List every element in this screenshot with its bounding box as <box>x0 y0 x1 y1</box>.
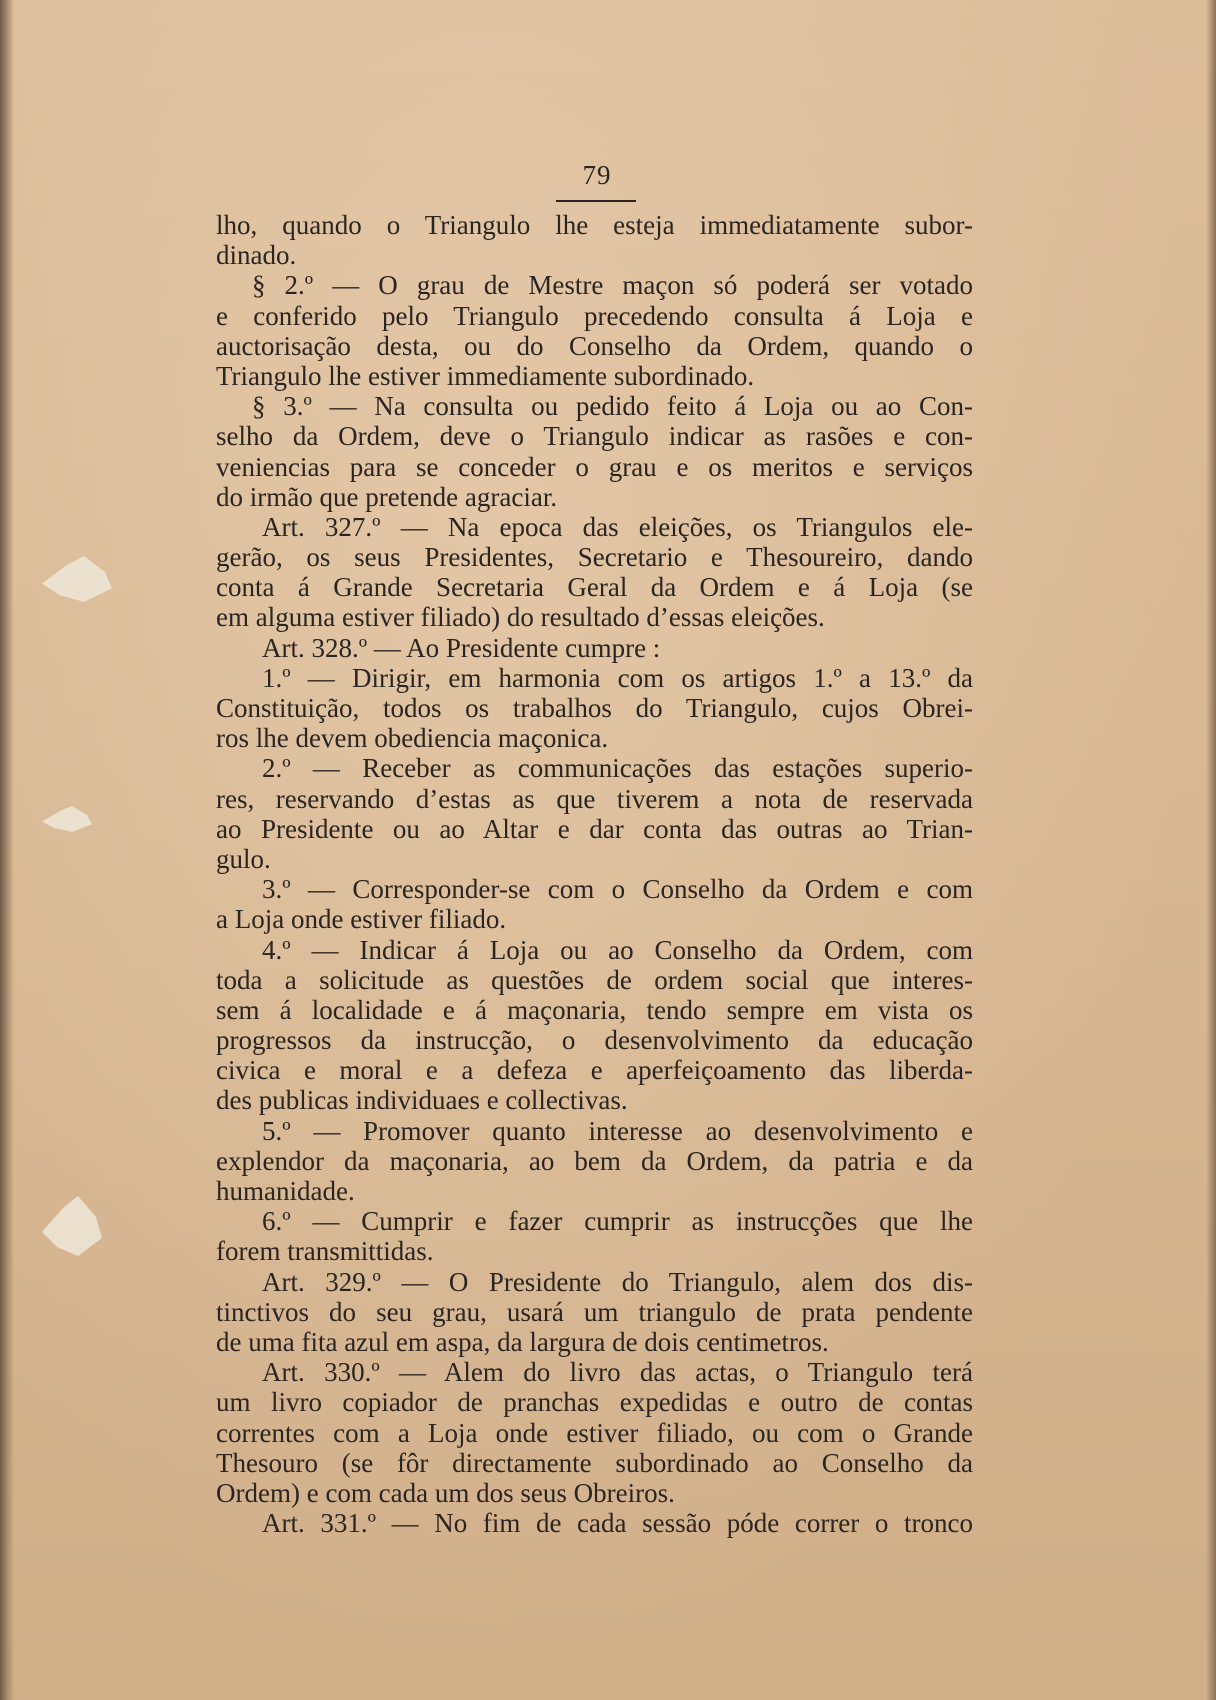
text-line: conta á Grande Secretaria Geral da Ordem e á Loja (se <box>216 572 973 603</box>
text-line: 2.º — Receber as communicações das estações superio- <box>262 753 973 784</box>
text-line: 1.º — Dirigir, em harmonia com os artigos 1.º a 13.º da <box>262 662 973 693</box>
text-line: 3.º — Corresponder-se com o Conselho da Ordem e com <box>262 874 973 905</box>
text-line: 5.º — Promover quanto interesse ao desenvolvimento e <box>262 1115 973 1146</box>
text-line: Ordem) e com cada um dos seus Obreiros. <box>216 1477 675 1508</box>
text-line: § 2.º — O grau de Mestre maçon só poderá ser votado <box>252 270 973 301</box>
text-line: auctorisação desta, ou do Conselho da Ordem, quando o <box>216 330 973 361</box>
text-line: forem transmittidas. <box>216 1236 434 1267</box>
text-line: explendor da maçonaria, ao bem da Ordem, da patria e da <box>216 1145 973 1176</box>
page-number-rule <box>556 200 636 202</box>
text-line: sem á localidade e á maçonaria, tendo sempre em vista os <box>216 994 973 1025</box>
text-line: ros lhe devem obediencia maçonica. <box>216 723 609 754</box>
body-text <box>216 210 973 1538</box>
text-line: a Loja onde estiver filiado. <box>216 904 507 935</box>
paper-damage-mark <box>42 806 92 832</box>
text-line: Triangulo lhe estiver immediamente subordinado. <box>216 360 755 391</box>
text-line: tinctivos do seu grau, usará um triangulo de prata pendente <box>216 1296 973 1327</box>
text-line: 6.º — Cumprir e fazer cumprir as instrucções que lhe <box>262 1206 973 1237</box>
text-line: Thesouro (se fôr directamente subordinado ao Conselho da <box>216 1447 973 1478</box>
text-line: Art. 329.º — O Presidente do Triangulo, alem dos dis- <box>262 1266 973 1297</box>
text-line: § 3.º — Na consulta ou pedido feito á Loja ou ao Con- <box>252 391 973 422</box>
text-line: Art. 330.º — Alem do livro das actas, o Triangulo terá <box>262 1357 973 1388</box>
text-line: Constituição, todos os trabalhos do Triangulo, cujos Obrei- <box>216 693 973 723</box>
page-right-edge <box>1206 0 1216 1700</box>
text-line: dinado. <box>216 240 297 271</box>
text-line: selho da Ordem, deve o Triangulo indicar as rasões e con- <box>216 421 973 452</box>
text-line: 4.º — Indicar á Loja ou ao Conselho da Ordem, com <box>262 934 973 965</box>
paper-damage-mark <box>42 556 112 602</box>
text-line: em alguma estiver filiado) do resultado d’essas eleições. <box>216 602 825 633</box>
text-line: res, reservando d’estas as que tiverem a nota de reservada <box>216 783 973 814</box>
text-line: Art. 331.º — No fim de cada sessão póde correr o tronco <box>262 1508 973 1539</box>
text-line: ao Presidente ou ao Altar e dar conta das outras ao Trian- <box>216 813 973 844</box>
page-number: 79 <box>582 160 612 190</box>
text-line: do irmão que pretende agraciar. <box>216 481 558 512</box>
text-line: civica e moral e a defeza e aperfeiçoamento das liberda- <box>216 1055 973 1086</box>
paper-damage-mark <box>42 1196 102 1256</box>
text-line: progressos da instrucção, o desenvolvimento da educação <box>216 1025 973 1056</box>
text-line: Art. 327.º — Na epoca das eleições, os Triangulos ele- <box>262 511 973 542</box>
text-line: Art. 328.º — Ao Presidente cumpre : <box>262 632 661 663</box>
page-left-edge <box>0 0 14 1700</box>
text-line: lho, quando o Triangulo lhe esteja immediatamente subor- <box>216 210 973 240</box>
text-line: veniencias para se conceder o grau e os meritos e serviços <box>216 451 973 482</box>
text-line: toda a solicitude as questões de ordem social que interes- <box>216 964 973 995</box>
text-line: des publicas individuaes e collectivas. <box>216 1085 628 1116</box>
text-line: correntes com a Loja onde estiver filiado, ou com o Grande <box>216 1417 973 1448</box>
text-line: humanidade. <box>216 1176 355 1206</box>
text-line: um livro copiador de pranchas expedidas e outro de contas <box>216 1387 973 1418</box>
text-line: gulo. <box>216 843 271 874</box>
text-line: e conferido pelo Triangulo precedendo consulta á Loja e <box>216 300 973 331</box>
text-line: gerão, os seus Presidentes, Secretario e Thesoureiro, dando <box>216 542 973 573</box>
text-line: de uma fita azul em aspa, da largura de dois centimetros. <box>216 1326 829 1357</box>
